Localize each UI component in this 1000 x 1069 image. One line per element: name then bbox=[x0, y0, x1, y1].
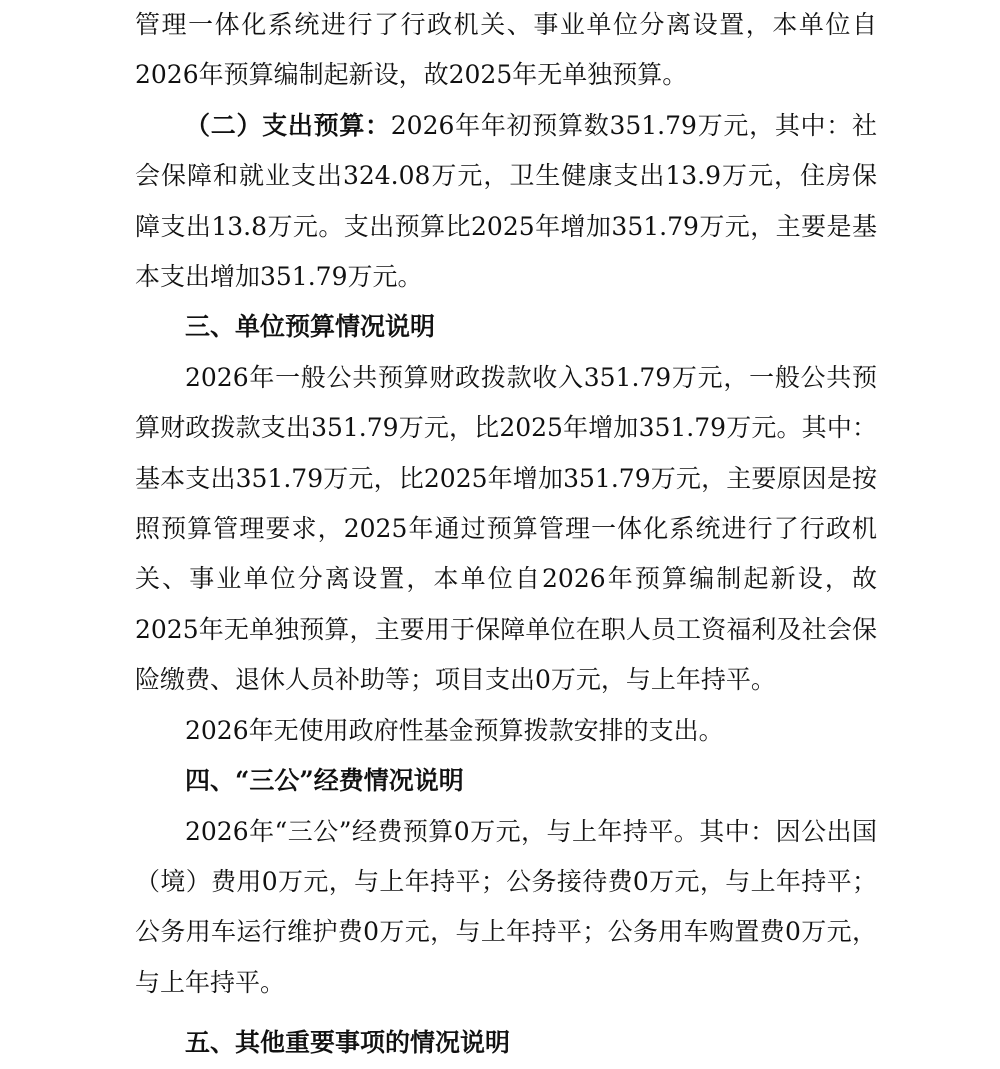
heading-other-matters: 五、其他重要事项的情况说明 bbox=[185, 1028, 511, 1058]
paragraph-government-fund: 2026年无使用政府性基金预算拨款安排的支出。 bbox=[185, 715, 724, 745]
paragraph-gap bbox=[135, 1008, 877, 1018]
heading-three-public-expenses: 四、“三公”经费情况说明 bbox=[185, 766, 464, 796]
paragraph-continuation: 管理一体化系统进行了行政机关、事业单位分离设置，本单位自2026年预算编制起新设，故2025年无单独预算。 bbox=[135, 10, 877, 90]
expense-budget-text: 2026年年初预算数351.79万元，其中：社会保障和就业支出324.08万元，卫生健康支出13.9万元，住房保障支出13.8万元。支出预算比2025年增加351.79万元，主要是基本支出增加351.79万元。 bbox=[135, 110, 877, 292]
heading-unit-budget: 三、单位预算情况说明 bbox=[185, 312, 436, 342]
paragraph-three-public-expenses: 2026年“三公”经费预算0万元，与上年持平。其中：因公出国（境）费用0万元，与上年持平；公务接待费0万元，与上年持平；公务用车运行维护费0万元，与上年持平；公务用车购置费0万元，与上年持平。 bbox=[135, 816, 877, 997]
paragraph-unit-budget: 2026年一般公共预算财政拨款收入351.79万元，一般公共预算财政拨款支出351.79万元，比2025年增加351.79万元。其中：基本支出351.79万元，比2025年增加351.79万元，主要原因是按照预算管理要求，2025年通过预算管理一体化系统进行了行政机关、事业单位分离设置，本单位自2026年预算编制起新设，故2025年无单独预算，主要用于保障单位在职人员工资福利及社会保险缴费、退休人员补助等；项目支出0万元，与上年持平。 bbox=[135, 362, 877, 695]
expense-budget-label: （二）支出预算： bbox=[185, 110, 391, 140]
paragraph-expense-budget bbox=[135, 101, 877, 303]
document-page bbox=[135, 0, 877, 1069]
